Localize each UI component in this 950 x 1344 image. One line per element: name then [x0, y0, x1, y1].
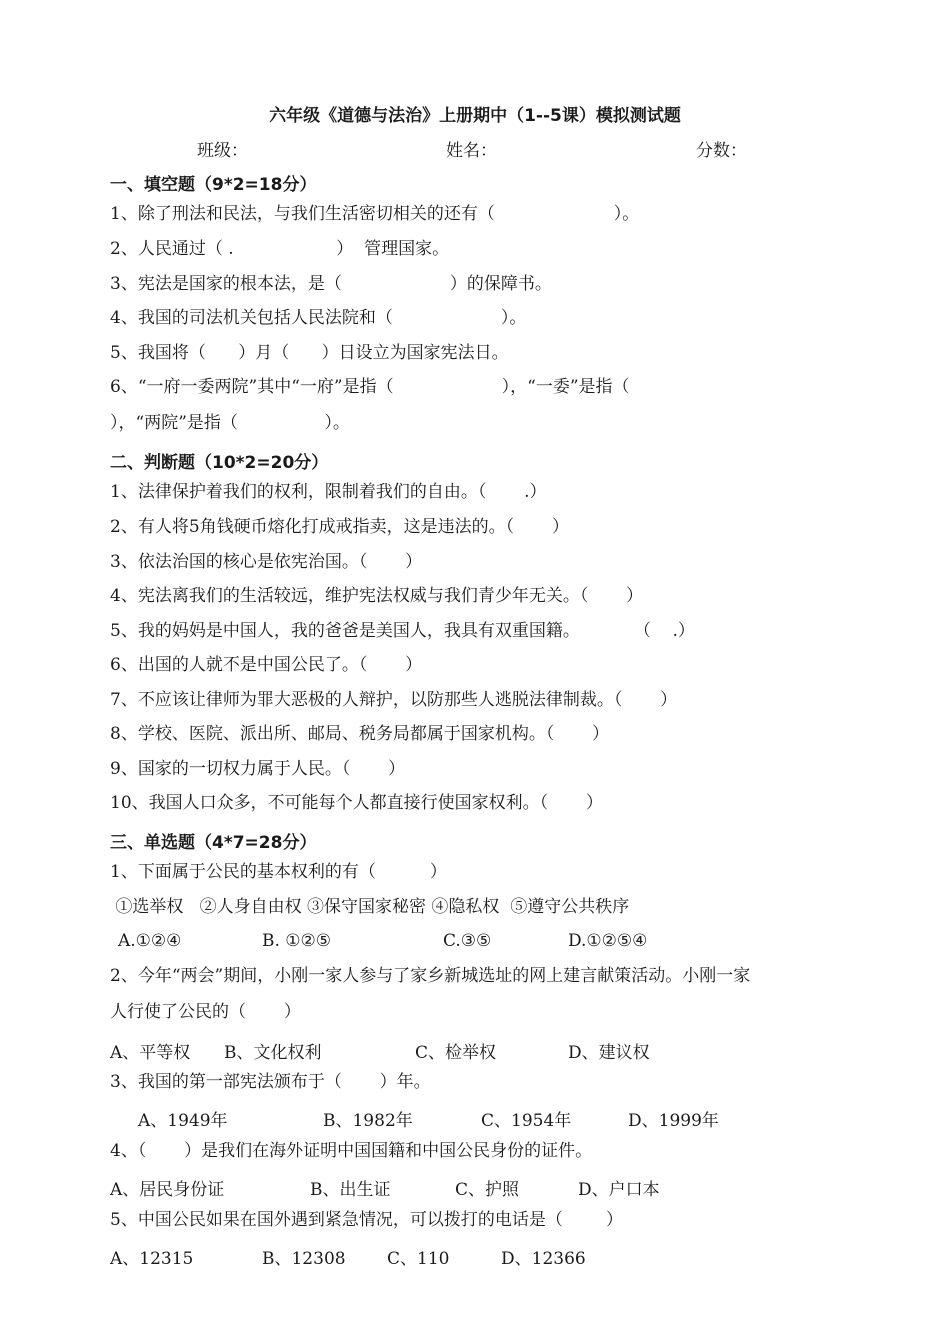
judge-question: 10、我国人口众多，不可能每个人都直接行使国家权利。（ ）	[110, 793, 603, 813]
fill-question: 4、我国的司法机关包括人民法院和（ ）。	[110, 308, 527, 328]
fill-question: 2、人民通过（ . ） 管理国家。	[110, 239, 450, 259]
choice-option: A、12315	[110, 1249, 194, 1269]
fill-question-continued: ），“两院”是指（ ）。	[110, 413, 350, 433]
choice-option: B. ①②⑤	[262, 931, 332, 951]
judge-question: 7、不应该让律师为罪大恶极的人辩护，以防那些人逃脱法律制裁。（ ）	[110, 690, 678, 710]
choice-question: 3、我国的第一部宪法颁布于（ ）年。	[110, 1072, 431, 1092]
choice-option: D、12366	[501, 1249, 586, 1269]
choice-question-continued: 人行使了公民的（ ）	[110, 1002, 301, 1022]
choice-option: A、平等权	[110, 1043, 191, 1063]
choice-question: 1、下面属于公民的基本权利的有（ ）	[110, 862, 447, 882]
judge-question: 6、出国的人就不是中国公民了。（ ）	[110, 655, 423, 675]
choice-option: D.①②⑤④	[568, 931, 648, 951]
choice-option: C、检举权	[415, 1043, 497, 1063]
choice-option: B、文化权利	[224, 1043, 322, 1063]
choice-option: C、护照	[455, 1180, 520, 1200]
choice-question: 5、中国公民如果在国外遇到紧急情况，可以拨打的电话是（ ）	[110, 1210, 624, 1230]
choice-option: B、1982年	[323, 1111, 413, 1131]
judge-question: 8、学校、医院、派出所、邮局、税务局都属于国家机构。（ ）	[110, 724, 610, 744]
choice-option: C.③⑤	[443, 931, 492, 951]
choice-option: A.①②④	[118, 931, 182, 951]
choice-question: 2、今年“两会”期间，小刚一家人参与了家乡新城选址的网上建言献策活动。小刚一家	[110, 966, 751, 986]
judge-question: 1、法律保护着我们的权利，限制着我们的自由。（ .）	[110, 482, 547, 502]
choice-option: D、1999年	[628, 1111, 719, 1131]
choice-option: C、110	[387, 1249, 450, 1269]
class-field-label: 班级：	[197, 141, 248, 161]
page-title: 六年级《道德与法治》上册期中（1--5课）模拟测试题	[269, 106, 681, 126]
choice-option: A、1949年	[138, 1111, 228, 1131]
section-heading-fill-blank: 一、填空题（9*2=18分）	[110, 175, 317, 195]
judge-question: 4、宪法离我们的生活较远，维护宪法权威与我们青少年无关。（ ）	[110, 586, 644, 606]
section-heading-single-choice: 三、单选题（4*7=28分）	[110, 833, 317, 853]
choice-option: D、建议权	[568, 1043, 650, 1063]
judge-question: 3、依法治国的核心是依宪治国。（ ）	[110, 552, 423, 572]
judge-question: 9、国家的一切权力属于人民。（ ）	[110, 759, 406, 779]
judge-question: 2、有人将5角钱硬币熔化打成戒指卖，这是违法的。（ ）	[110, 517, 569, 537]
section-heading-true-false: 二、判断题（10*2=20分）	[110, 453, 329, 473]
choice-option: D、户口本	[578, 1180, 660, 1200]
choice-option: B、出生证	[310, 1180, 391, 1200]
fill-question: 6、“一府一委两院”其中“一府”是指（ ），“一委”是指（	[110, 377, 630, 397]
choice-question: 4、（ ）是我们在海外证明中国国籍和中国公民身份的证件。	[110, 1141, 593, 1161]
name-field-label: 姓名：	[446, 141, 497, 161]
score-field-label: 分数：	[696, 141, 747, 161]
judge-question: 5、我的妈妈是中国人，我的爸爸是美国人，我具有双重国籍。 （ .）	[110, 621, 695, 641]
choice-statement-list: ①选举权 ②人身自由权 ③保守国家秘密 ④隐私权 ⑤遵守公共秩序	[110, 897, 630, 917]
choice-option: C、1954年	[481, 1111, 572, 1131]
fill-question: 1、除了刑法和民法，与我们生活密切相关的还有（ ）。	[110, 204, 640, 224]
choice-option: A、居民身份证	[110, 1180, 225, 1200]
choice-option: B、12308	[262, 1249, 346, 1269]
fill-question: 3、宪法是国家的根本法，是（ ）的保障书。	[110, 274, 552, 294]
fill-question: 5、我国将（ ）月（ ）日设立为国家宪法日。	[110, 343, 509, 363]
